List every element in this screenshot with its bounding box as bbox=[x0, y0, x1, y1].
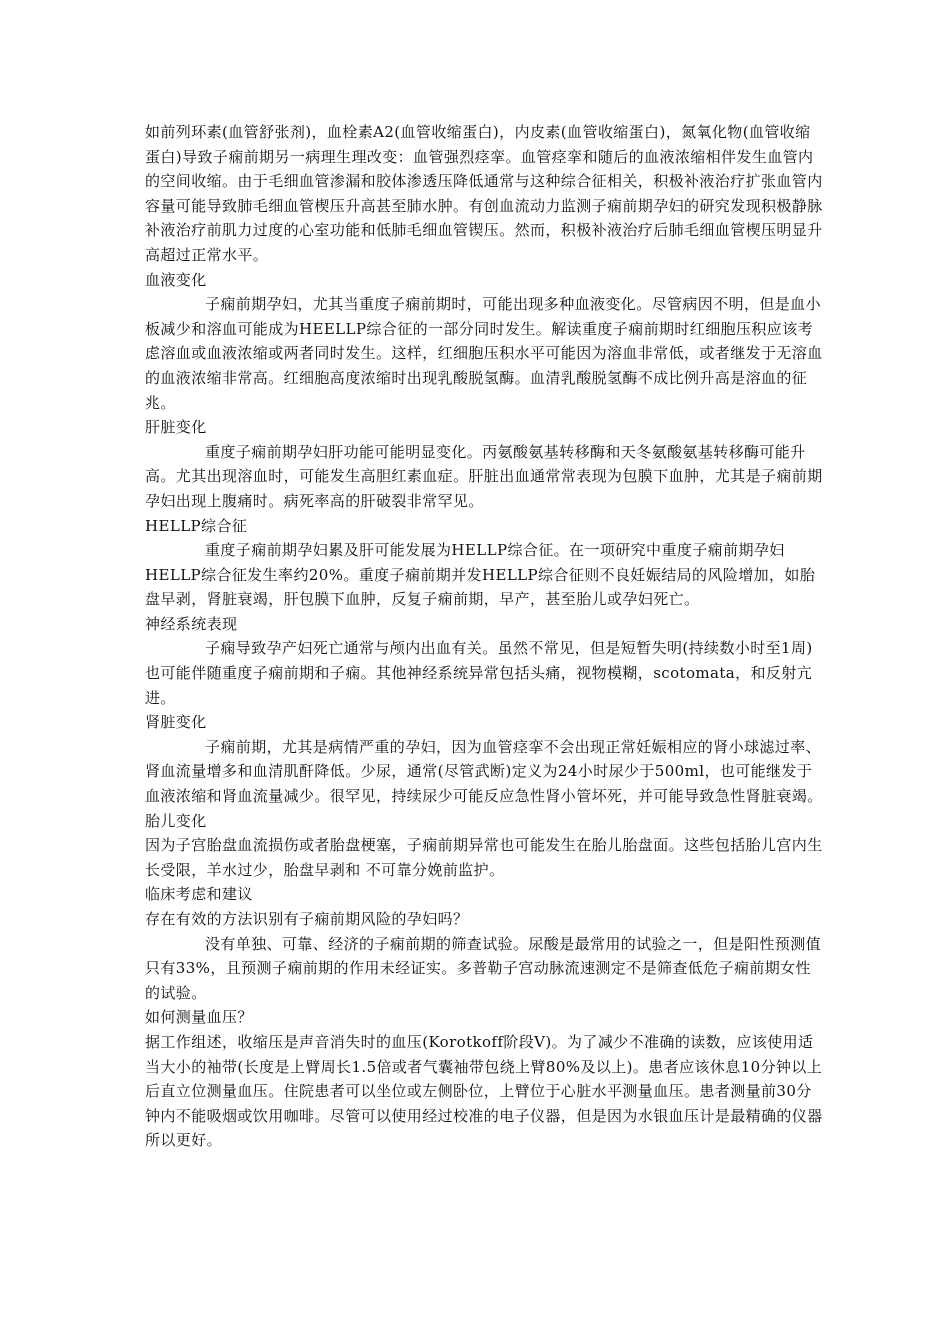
paragraph-liver-changes: 重度子痫前期孕妇肝功能可能明显变化。丙氨酸氨基转移酶和天冬氨酸氨基转移酶可能升高。尤其出现溶血时，可能发生高胆红素血症。肝脏出血通常常表现为包膜下血肿，尤其是子痫前期孕妇出现上腹痛时。病死率高的肝破裂非常罕见。 bbox=[145, 442, 823, 510]
paragraph-hellp: 重度子痫前期孕妇累及肝可能发展为HELLP综合征。在一项研究中重度子痫前期孕妇HELLP综合征发生率约20%。重度子痫前期并发HELLP综合征则不良妊娠结局的风险增加，如胎盘早剥，肾脏衰竭，肝包膜下血肿，反复子痫前期，早产，甚至胎儿或孕妇死亡。 bbox=[145, 541, 816, 609]
paragraph-fetal: 因为子宫胎盘血流损伤或者胎盘梗塞，子痫前期异常也可能发生在胎儿胎盘面。这些包括胎儿宫内生长受限，羊水过少，胎盘早剥和 不可靠分娩前监护。 bbox=[145, 836, 823, 879]
paragraph-neuro: 子痫导致孕产妇死亡通常与颅内出血有关。虽然不常见，但是短暂失明(持续数小时至1周)也可能伴随重度子痫前期和子痫。其他神经系统异常包括头痛，视物模糊，scotomata，和反射亢进。 bbox=[145, 639, 813, 707]
heading-bp-question: 如何测量血压？ bbox=[145, 1008, 253, 1027]
paragraph-screening: 没有单独、可靠、经济的子痫前期的筛查试验。尿酸是最常用的试验之一，但是阳性预测值只有33%，且预测子痫前期的作用未经证实。多普勒子宫动脉流速测定不是筛查低危子痫前期女性的试验。 bbox=[145, 934, 822, 1002]
paragraph-blood-changes: 子痫前期孕妇，尤其当重度子痫前期时，可能出现多种血液变化。尽管病因不明，但是血小板减少和溶血可能成为HEELLP综合征的一部分同时发生。解读重度子痫前期时红细胞压积应该考虑溶血或血液浓缩或两者同时发生。这样，红细胞压积水平可能因为溶血非常低，或者继发于无溶血的血液浓缩非常高。红细胞高度浓缩时出现乳酸脱氢酶。血清乳酸脱氢酶不成比例升高是溶血的征兆。 bbox=[145, 295, 823, 412]
heading-screening-question: 存在有效的方法识别有子痫前期风险的孕妇吗？ bbox=[145, 910, 469, 928]
heading-hellp: HELLP综合征 bbox=[145, 516, 248, 535]
heading-liver-changes: 肝脏变化 bbox=[145, 418, 207, 437]
paragraph-intro: 如前列环素(血管舒张剂)，血栓素A2(血管收缩蛋白)，内皮素(血管收缩蛋白)，氮氧化物(血管收缩蛋白)导致子痫前期另一病理生理改变：血管强烈痉挛。血管痉挛和随后的血液浓缩相伴发生血管内的空间收缩。由于毛细血管渗漏和胶体渗透压降低通常与这种综合征相关，积极补液治疗扩张血管内容量可能导致肺毛细血管楔压升高甚至肺水肿。有创血流动力监测子痫前期孕妇的研究发现积极静脉补液治疗前肌力过度的心室功能和低肺毛细血管锲压。然而，积极补液治疗后肺毛细血管楔压明显升高超过正常水平。 bbox=[145, 123, 823, 264]
paragraph-renal: 子痫前期，尤其是病情严重的孕妇，因为血管痉挛不会出现正常妊娠相应的肾小球滤过率、肾血流量增多和血清肌酐降低。少尿，通常(尽管武断)定义为24小时尿少于500ml，也可能继发于血液浓缩和肾血流量减少。很罕见，持续尿少可能反应急性肾小管坏死，并可能导致急性肾脏衰竭。 bbox=[145, 737, 823, 806]
heading-neuro: 神经系统表现 bbox=[145, 614, 238, 633]
document-body bbox=[145, 120, 825, 1153]
paragraph-bp: 据工作组述，收缩压是声音消失时的血压(Korotkoff阶段V)。为了减少不准确的读数，应该使用适当大小的袖带(长度是上臂周长1.5倍或者气囊袖带包绕上臂80%及以上)。患者应该休息10分钟以上后直立位测量血压。住院患者可以坐位或左侧卧位，上臂位于心脏水平测量血压。患者测量前30分钟内不能吸烟或饮用咖啡。尽管可以使用经过校准的电子仪器，但是因为水银血压计是最精确的仪器所以更好。 bbox=[145, 1032, 823, 1150]
heading-clinical: 临床考虑和建议 bbox=[145, 885, 253, 904]
heading-fetal: 胎儿变化 bbox=[145, 811, 207, 830]
heading-blood-changes: 血液变化 bbox=[145, 270, 207, 289]
heading-renal: 肾脏变化 bbox=[145, 713, 207, 732]
